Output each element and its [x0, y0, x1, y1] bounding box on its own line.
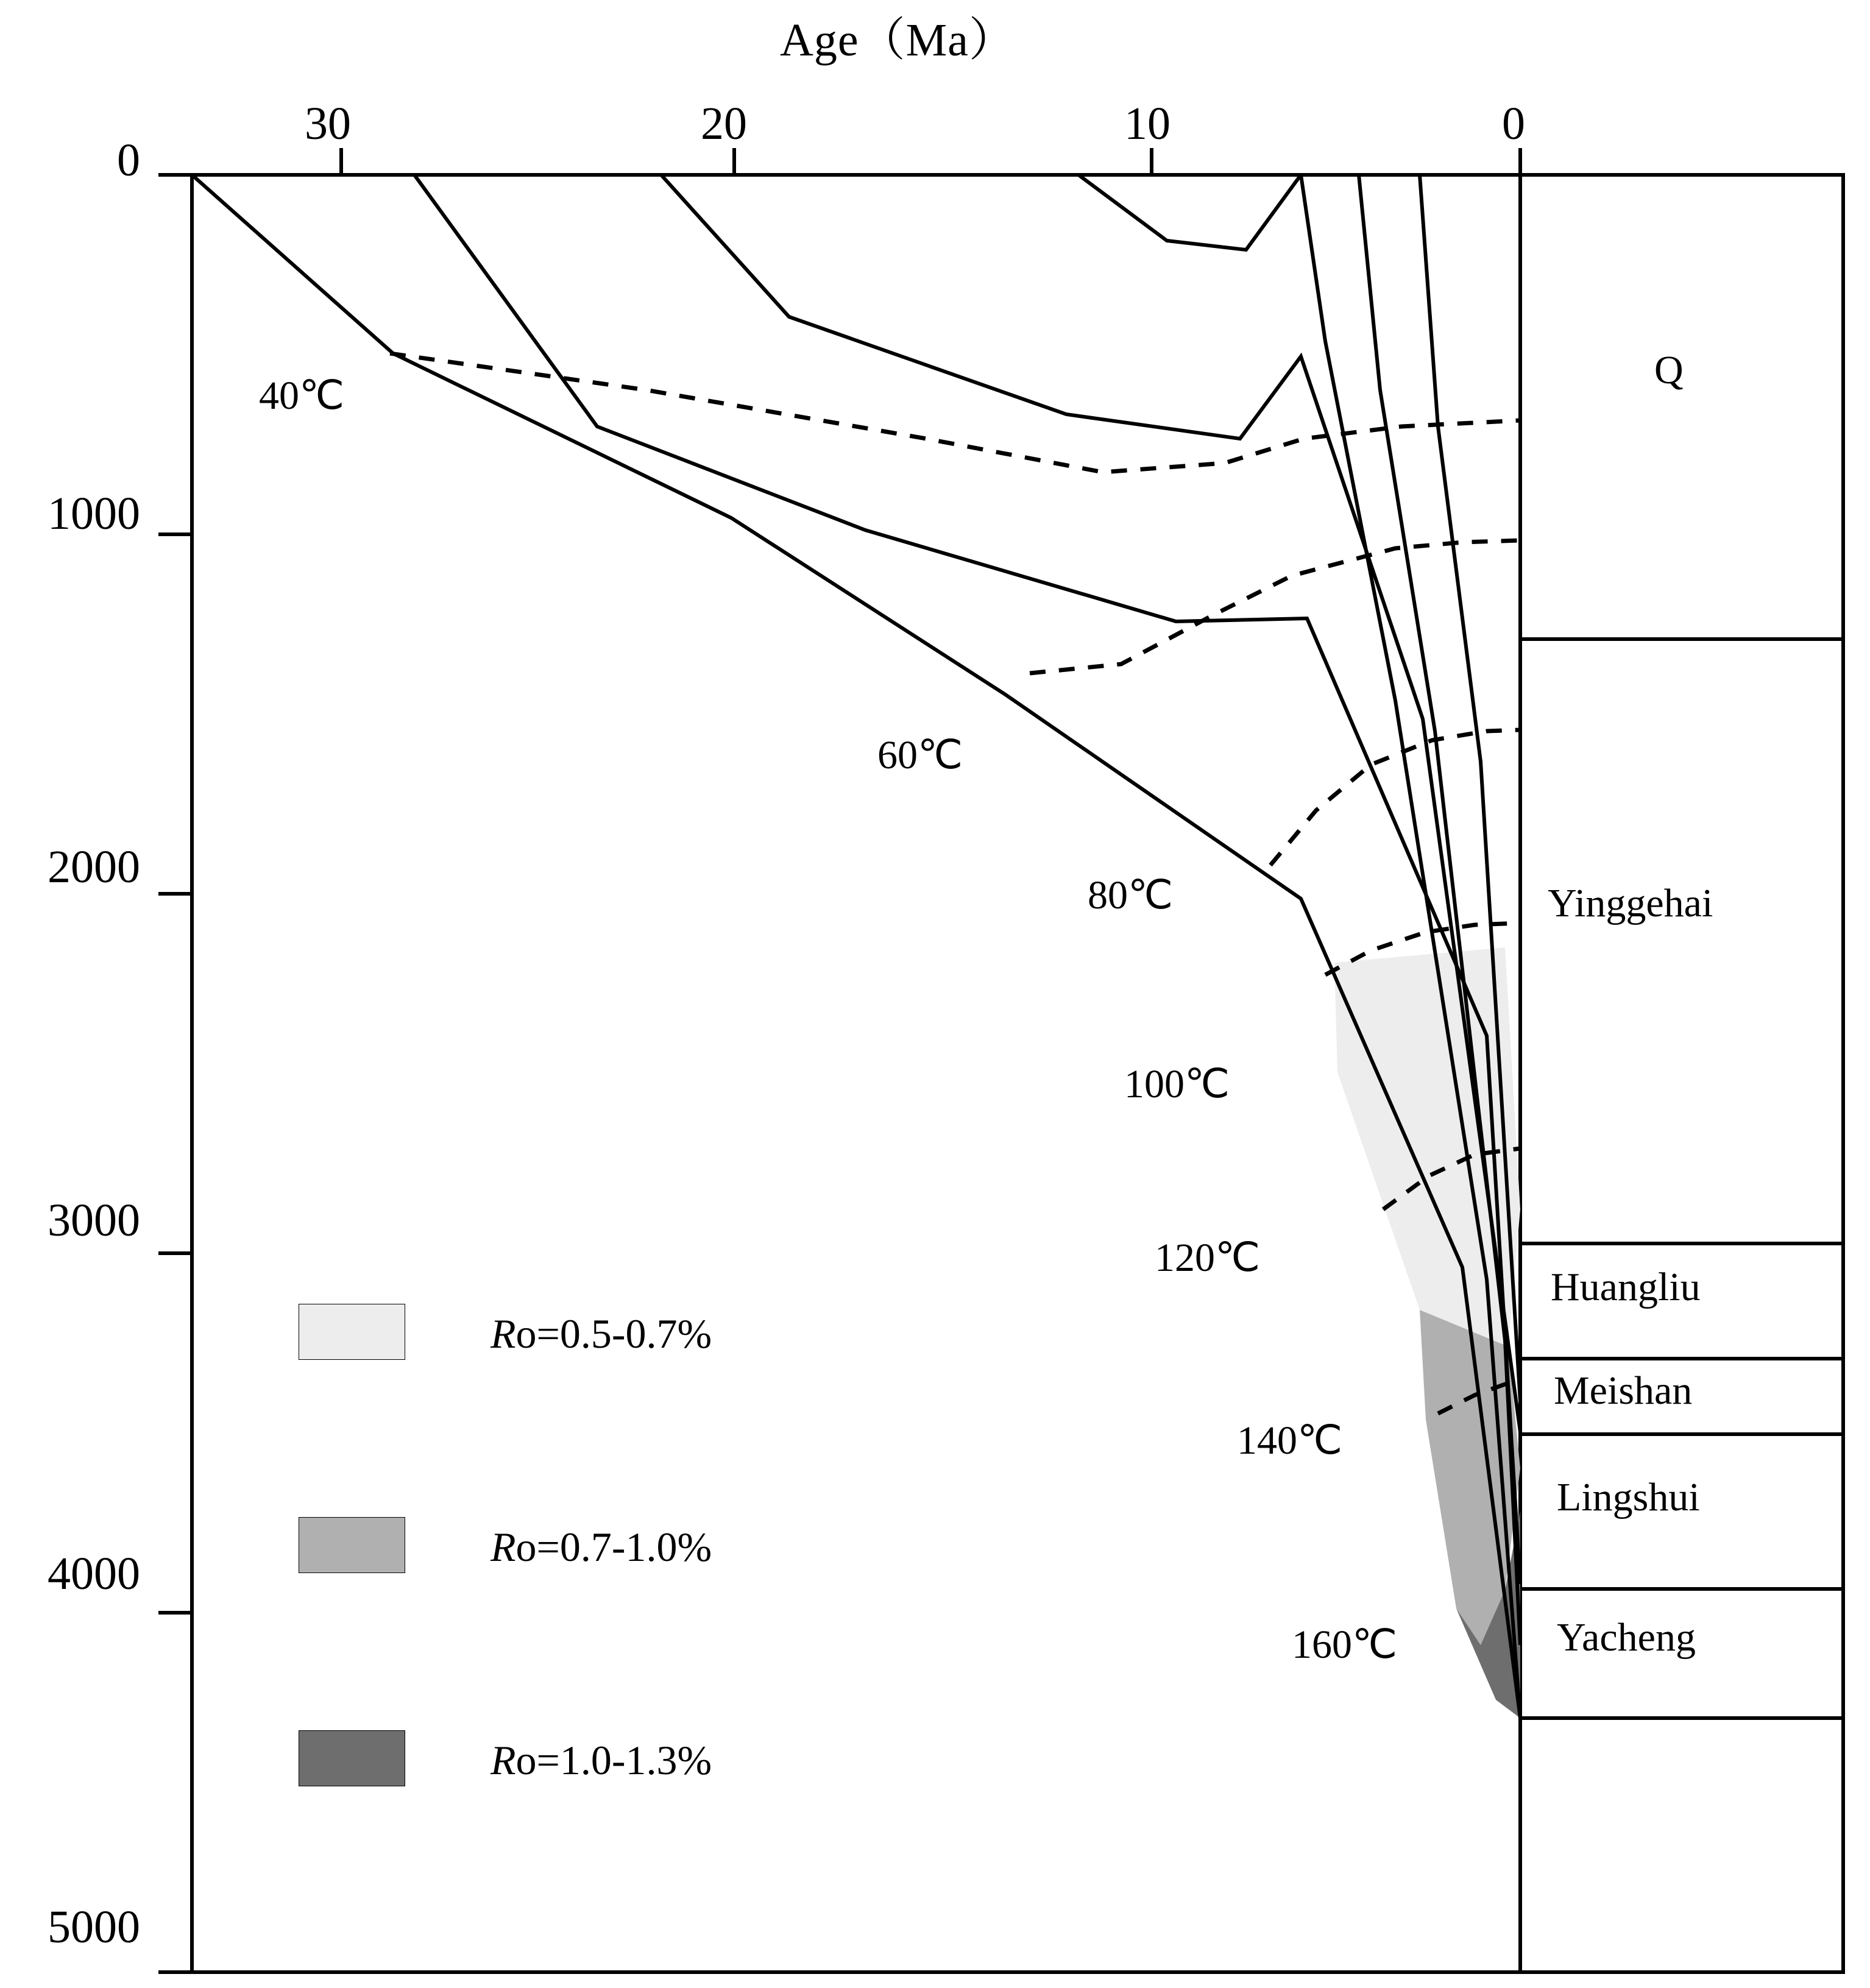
- y-tick-1000: 1000: [48, 488, 140, 539]
- legend-prefix-italic-r-1: R: [491, 1311, 516, 1357]
- x-tick-20: 20: [701, 98, 747, 149]
- legend-prefix-italic-r-2: R: [491, 1524, 516, 1570]
- temp-label-60c: 60℃: [877, 733, 963, 777]
- y-tick-4000: 4000: [48, 1548, 140, 1599]
- y-tick-0: 0: [117, 135, 140, 186]
- temp-label-140c: 140℃: [1237, 1418, 1343, 1463]
- strat-unit-yacheng: Yacheng: [1557, 1615, 1696, 1660]
- y-tick-3000: 3000: [48, 1195, 140, 1246]
- legend-text-3: o=1.0-1.3%: [515, 1737, 712, 1783]
- temp-label-120c: 120℃: [1155, 1236, 1261, 1280]
- plot-frame: [192, 175, 1843, 1972]
- strat-unit-yinggehai: Yinggehai: [1548, 881, 1713, 925]
- legend-label-ro-10-13: [491, 1736, 712, 1785]
- x-tick-0: 0: [1502, 98, 1525, 149]
- x-axis-title: Age（Ma）: [780, 15, 1016, 66]
- x-tick-30: 30: [305, 98, 351, 149]
- x-tick-10: 10: [1124, 98, 1171, 149]
- y-tick-2000: 2000: [48, 841, 140, 893]
- temp-label-100c: 100℃: [1124, 1062, 1230, 1106]
- temp-label-160c: 160℃: [1292, 1622, 1398, 1667]
- legend-label-ro-07-10: [491, 1523, 712, 1571]
- strat-unit-meishan: Meishan: [1554, 1368, 1693, 1413]
- legend-swatch-ro-10-13: [299, 1730, 405, 1786]
- legend-label-ro-05-07: [491, 1310, 712, 1358]
- temp-label-40c: 40℃: [259, 373, 345, 418]
- y-tick-5000: 5000: [48, 1901, 140, 1953]
- legend-text-2: o=0.7-1.0%: [515, 1524, 712, 1570]
- legend-prefix-italic-r-3: R: [491, 1737, 516, 1783]
- strat-unit-lingshui: Lingshui: [1557, 1475, 1700, 1519]
- strat-unit-huangliu: Huangliu: [1551, 1265, 1701, 1309]
- legend-swatch-ro-07-10: [299, 1517, 405, 1573]
- legend-swatch-ro-05-07: [299, 1304, 405, 1360]
- strat-unit-q: Q: [1654, 348, 1684, 392]
- temp-label-80c: 80℃: [1088, 873, 1174, 918]
- legend-text-1: o=0.5-0.7%: [515, 1311, 712, 1357]
